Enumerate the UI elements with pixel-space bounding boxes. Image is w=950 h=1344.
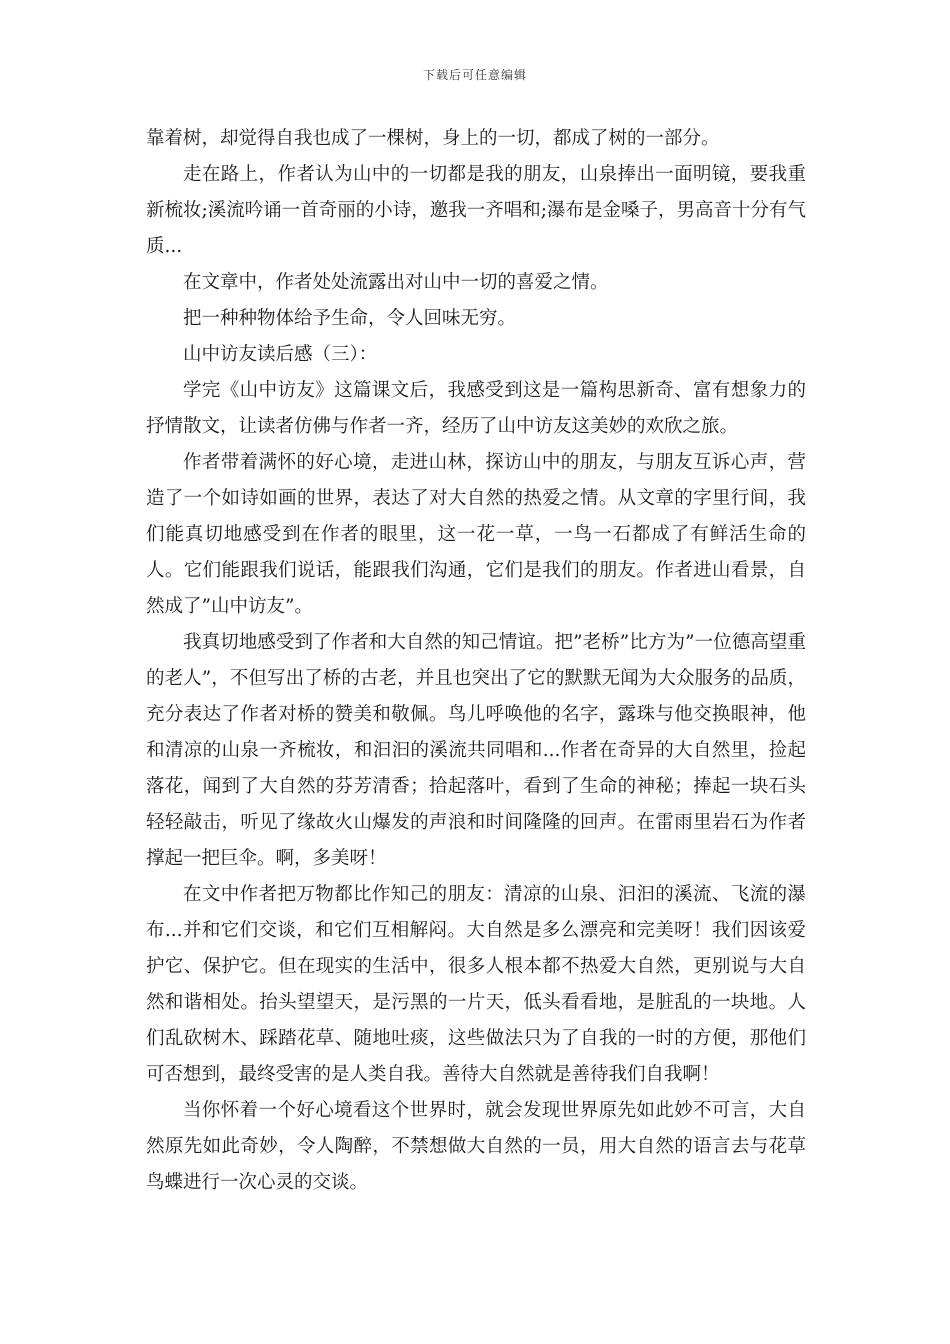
paragraph: 我真切地感受到了作者和大自然的知己情谊。把”老桥”比方为”一位德高望重的老人”，不但写出了桥的古老，并且也突出了它的默默无闻为大众服务的品质，充分表达了作者对桥的赞美和敬佩。鸟儿呼唤他的名字，露珠与他交换眼神，他和清凉的山泉一齐梳妆，和汩汩的溪流共同唱和...作者在奇异的大自然里，捡起落花，闻到了大自然的芬芳清香；拾起落叶，看到了生命的神秘；捧起一块石头轻轻敲击，听见了缘故火山爆发的声浪和时间隆隆的回声。在雷雨里岩石为作者撑起一把巨伞。啊，多美呀！ <box>146 632 806 869</box>
page-header: 下载后可任意编辑 <box>422 68 527 82</box>
paragraph: 在文中作者把万物都比作知己的朋友：清凉的山泉、汩汩的溪流、飞流的瀑布...并和它们交谈，和它们互相解闷。大自然是多么漂亮和完美呀！我们因该爱护它、保护它。但在现实的生活中，很多人根本都不热爱大自然，更别说与大自然和谐相处。抬头望望天，是污黑的一片天，低头看看地，是脏乱的一块地。人们乱砍树木、踩踏花草、随地吐痰，这些做法只为了自我的一时的方便，那他们可否想到，最终受害的是人类自我。善待大自然就是善待我们自我啊！ <box>146 884 806 1085</box>
paragraph: 当你怀着一个好心境看这个世界时，就会发现世界原先如此妙不可言，大自然原先如此奇妙，令人陶醉，不禁想做大自然的一员，用大自然的语言去与花草鸟蝶进行一次心灵的交谈。 <box>146 1100 806 1193</box>
paragraph: 学完《山中访友》这篇课文后，我感受到这是一篇构思新奇、富有想象力的抒情散文，让读者仿佛与作者一齐，经历了山中访友这美妙的欢欣之旅。 <box>146 380 806 437</box>
paragraph: 作者带着满怀的好心境，走进山林，探访山中的朋友，与朋友互诉心声，营造了一个如诗如画的世界，表达了对大自然的热爱之情。从文章的字里行间，我们能真切地感受到在作者的眼里，这一花一草，一鸟一石都成了有鲜活生命的人。它们能跟我们说话，能跟我们沟通，它们是我们的朋友。作者进山看景，自然成了”山中访友”。 <box>146 452 806 617</box>
paragraph: 在文章中，作者处处流露出对山中一切的喜爱之情。 <box>183 272 609 293</box>
paragraph: 把一种种物体给予生命，令人回味无穷。 <box>183 308 517 329</box>
section-heading: 山中访友读后感（三）： <box>183 344 378 365</box>
paragraph: 走在路上，作者认为山中的一切都是我的朋友，山泉捧出一面明镜，要我重新梳妆;溪流吟诵一首奇丽的小诗，邀我一齐唱和;瀑布是金嗓子，男高音十分有气质... <box>146 164 806 257</box>
paragraph: 靠着树，却觉得自我也成了一棵树，身上的一切，都成了树的一部分。 <box>146 128 720 149</box>
document-body <box>146 121 806 1201</box>
